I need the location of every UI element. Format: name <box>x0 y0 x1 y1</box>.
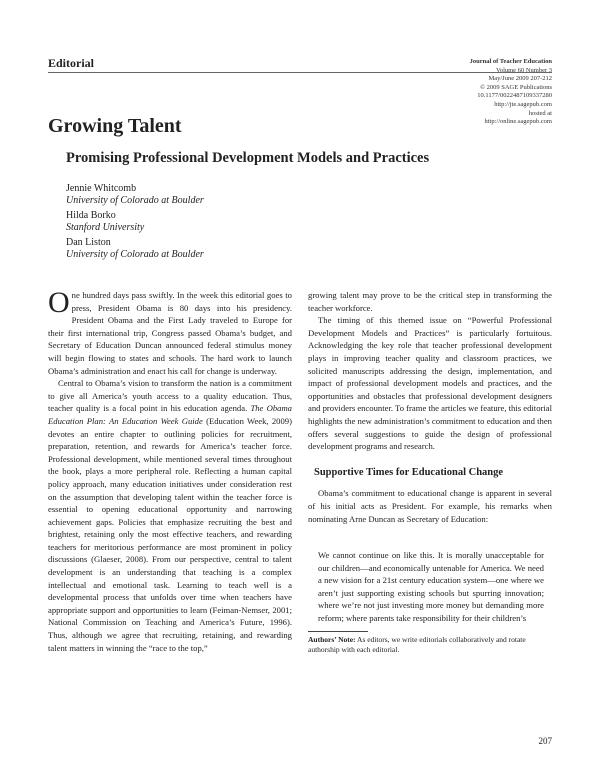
header-rule <box>48 72 552 73</box>
authors-note <box>308 635 552 656</box>
author-list <box>66 183 204 264</box>
paragraph-text: Central to Obama’s vision to transform the nation is a commitment to give all America’s youth access to a quality education. Thus, teacher quality is a focal point in his education agenda. <box>48 378 292 414</box>
body-paragraph: The timing of this themed issue on “Powerful Professional Development Models and Practices” is particularly fortuitous. Acknowledging the key role that teacher professional development plays in improving teacher quality and classroom practices, we solicited manuscripts addressing the design, implementation, and impact of professional development models and practices, and the opportunities and obstacles that professional development designers and providers encounter. To frame the articles we feature, this editorial highlights the new administration’s commitment to education and then offers several suggestions to guide the design of professional development programs and research. <box>308 315 552 452</box>
author-affiliation: University of Colorado at Boulder <box>66 195 204 206</box>
body-paragraph <box>48 377 292 654</box>
body-paragraph: Obama’s commitment to educational change is apparent in several of his initial acts as President. For example, his remarks when nominating Arne Duncan as Secretary of Education: <box>308 488 552 524</box>
authors-note-label: Authors’ Note: <box>308 634 356 644</box>
left-column <box>48 286 292 654</box>
article-title: Growing Talent <box>48 115 182 137</box>
section-label: Editorial <box>48 56 95 70</box>
quote-text: We cannot continue on like this. It is morally unacceptable for our children—and economically untenable for America. We need a new vision for a 21st century education system—one where we aren’t just supporting existing schools but spurring innovation; where we’re not just investing more money but demanding more reform; where parents take responsibility for their children’s <box>318 550 544 624</box>
author <box>66 210 204 234</box>
footnote-rule <box>308 631 368 632</box>
author <box>66 183 204 207</box>
author <box>66 237 204 261</box>
journal-doi: 10.1177/0022487109337280 <box>477 92 552 100</box>
authors-note-text: As editors, we write editorials collaboratively and rotate authorship with each editorial. <box>308 634 526 655</box>
block-quote <box>318 549 544 625</box>
author-name: Dan Liston <box>66 237 111 248</box>
body-paragraph <box>48 286 292 377</box>
book-title: The Obama Education Plan: An Education Week Guide <box>48 403 292 426</box>
page-number: 207 <box>538 736 552 746</box>
journal-url[interactable]: http://jte.sagepub.com <box>494 100 552 108</box>
journal-url-online[interactable]: http://online.sagepub.com <box>484 118 552 126</box>
article-subtitle: Promising Professional Development Models and Practices <box>66 150 430 166</box>
author-affiliation: Stanford University <box>66 222 145 233</box>
author-name: Jennie Whitcomb <box>66 183 137 194</box>
journal-title: Journal of Teacher Education <box>469 58 552 65</box>
drop-cap: O <box>48 286 70 319</box>
section-heading: Supportive Times for Educational Change <box>314 466 504 478</box>
paragraph-text: (Education Week, 2009) devotes an entire chapter to outlining policies for recruitment, preparation, retention, and rewards for America’s teacher force. Professional development, while mentioned several times throughout the book, plays a more peripheral role. Reflecting a human capital policy approach, many education initiatives under consideration rest on the assumption that developing talent within the teacher force is essential to opening educational opportunity and narrowing achievement gaps. Policies that emphasize recruiting the best and brightest, retaining only the most effective teachers, and rewarding teachers for meritorious performance are most prominent in policy discussions (Glaeser, 2008). From our perspective, central to talent development is an understanding that teaching is a complex intellectual and emotional task. Learning to teach well is a developmental process that unfolds over time when teachers have appropriate support and opportunities to learn (Feiman-Nemser, 2001; National Commission on Teaching and America’s Future, 1996). Thus, although we agree that recruiting, retaining, and rewarding talent matters in winning the “race to the top,” <box>48 415 292 653</box>
journal-info <box>422 58 552 127</box>
journal-hosted: hosted at <box>528 109 552 117</box>
journal-copyright: © 2009 SAGE Publications <box>480 83 552 91</box>
paragraph-text: ne hundred days pass swiftly. In the week this editorial goes to press, President Obama is 80 days into his presidency. President Obama and the First Lady traveled to Europe for their first international trip, Congress passed Obama’s budget, and Secretary of Education Duncan announced federal stimulus money will begin flowing to states and schools. The hard work to launch Obama’s administration and enact his call for change is underway. <box>48 290 292 376</box>
body-paragraph: growing talent may prove to be the critical step in transforming the teacher workforce. <box>308 290 552 313</box>
journal-volume: Volume 60 Number 3 <box>495 66 552 74</box>
author-affiliation: University of Colorado at Boulder <box>66 249 204 260</box>
right-column <box>308 289 552 656</box>
author-name: Hilda Borko <box>66 210 116 221</box>
journal-date-pages: May/June 2009 207-212 <box>488 75 552 83</box>
